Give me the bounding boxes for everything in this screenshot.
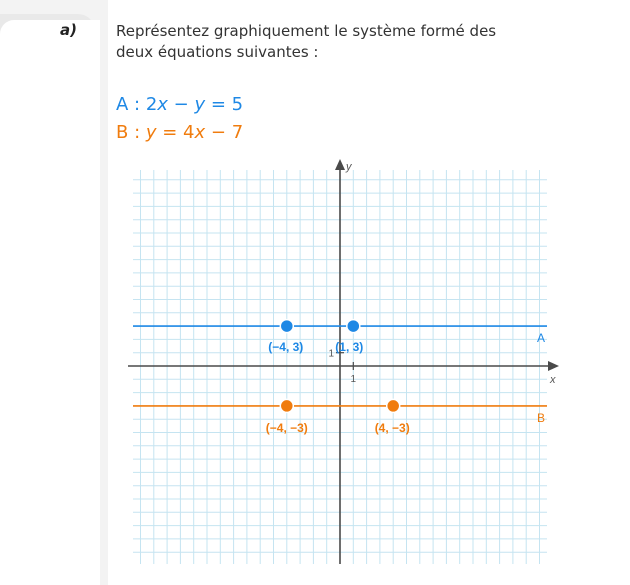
- equation-b-colon: :: [128, 122, 146, 143]
- point-label: (−4, −3): [265, 420, 308, 435]
- x-axis-label: x: [550, 374, 556, 386]
- x-axis-arrow-icon: [548, 361, 559, 371]
- point-label: (4, −3): [374, 420, 410, 435]
- question-prompt: Représentez graphiquement le système formé des deux équations suivantes :: [116, 22, 497, 61]
- point-a: [280, 320, 293, 333]
- question-label: a): [60, 21, 77, 39]
- equation-b-var-y: y: [145, 122, 157, 143]
- line-b-name: B: [536, 410, 545, 425]
- y-tick-label: 1: [328, 348, 334, 360]
- line-a-name: A: [536, 331, 545, 346]
- equation-b-var-x: x: [194, 122, 206, 143]
- equation-a-colon: :: [128, 94, 146, 115]
- x-tick-label: 1: [350, 374, 357, 385]
- equation-b-part: − 7: [205, 122, 244, 143]
- y-axis-label: y: [346, 161, 352, 173]
- equation-a-var-x: x: [157, 94, 168, 115]
- equation-a-var-y: y: [194, 94, 206, 115]
- y-axis-arrow-icon: [335, 159, 345, 170]
- equation-a-part: −: [167, 94, 195, 115]
- point-b: [280, 399, 293, 412]
- point-b: [387, 399, 400, 412]
- equation-b-part: = 4: [156, 122, 195, 143]
- equation-a-name: A: [116, 94, 129, 115]
- equation-a-part: 2: [145, 94, 158, 115]
- point-label: (−4, 3): [268, 340, 304, 355]
- equation-a-part: = 5: [205, 94, 244, 115]
- point-label: (1, 3): [335, 340, 364, 355]
- equation-b-name: B: [116, 122, 129, 143]
- point-a: [347, 320, 360, 333]
